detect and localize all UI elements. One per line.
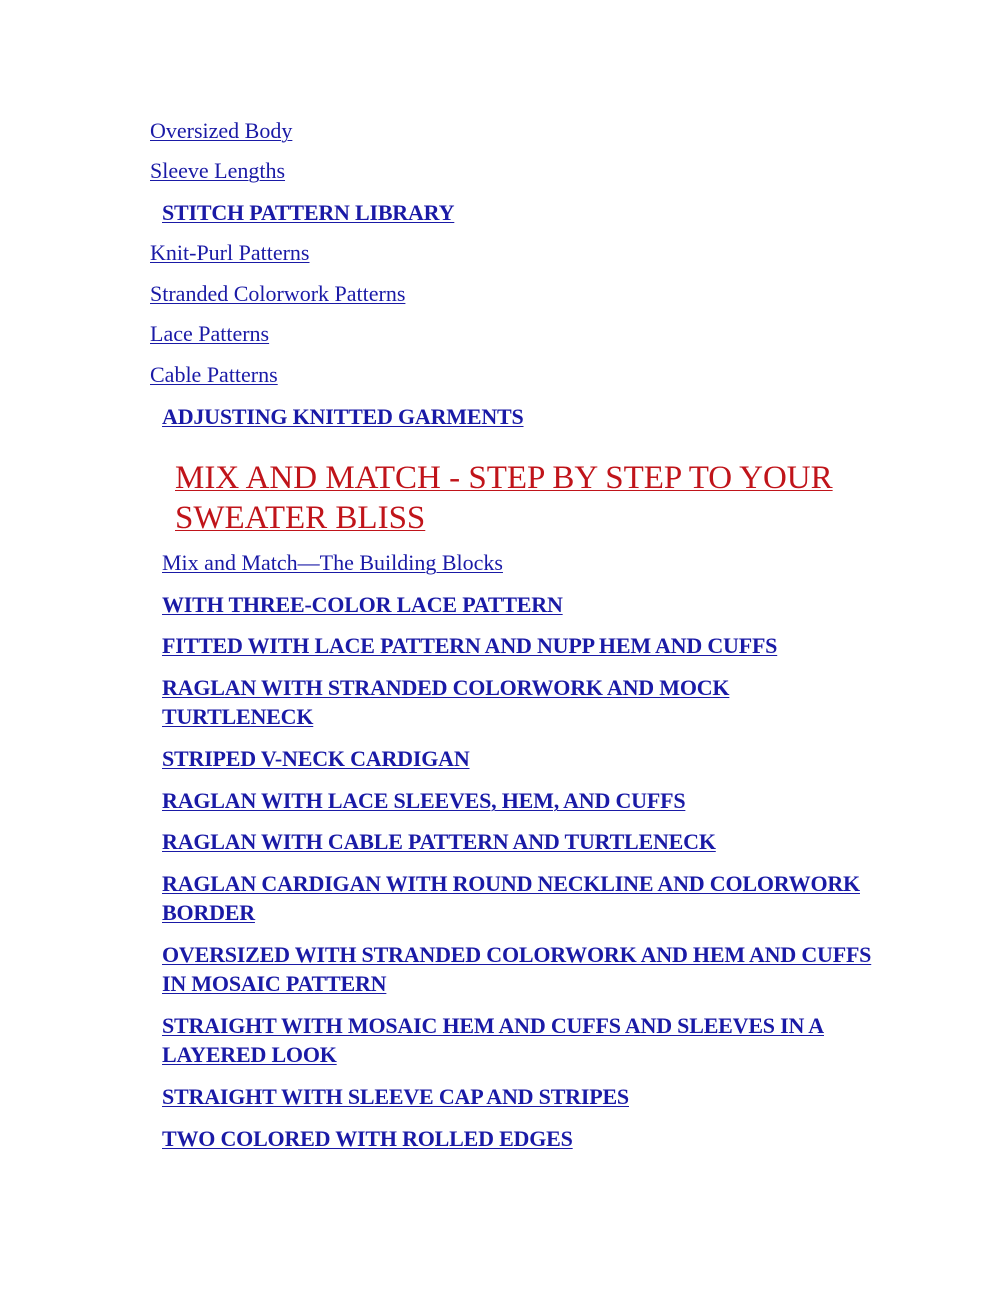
toc-item-two-colored-rolled [162,1124,882,1153]
toc-item-three-color-lace [162,590,882,619]
toc-item-raglan-cardigan-round [162,869,882,927]
toc-link[interactable]: WITH THREE-COLOR LACE PATTERN [162,592,563,617]
toc-link[interactable]: Cable Patterns [150,362,278,387]
toc-item-raglan-cable-turtleneck [162,827,882,856]
toc-link[interactable]: RAGLAN WITH STRANDED COLORWORK AND MOCK TURTLENECK [162,675,730,729]
toc-item-adjusting-knitted-garments [162,402,882,431]
toc-link[interactable]: FITTED WITH LACE PATTERN AND NUPP HEM AND CUFFS [162,633,778,658]
toc-item-sleeve-lengths [150,156,285,185]
toc-item-straight-mosaic-layered [162,1011,882,1069]
toc-item-oversized-colorwork-mosaic [162,940,882,998]
toc-item-oversized-body [150,116,292,145]
toc-item-fitted-lace-nupp [162,631,882,660]
toc-chapter-title [175,458,895,538]
toc-item-lace-patterns [150,319,269,348]
toc-link[interactable]: Lace Patterns [150,321,270,346]
toc-link[interactable]: STITCH PATTERN LIBRARY [162,200,455,225]
toc-link[interactable]: Oversized Body [150,118,293,143]
toc-item-stranded-colorwork-patterns [150,279,405,308]
toc-link[interactable]: RAGLAN CARDIGAN WITH ROUND NECKLINE AND COLORWORK BORDER [162,871,860,925]
toc-item-striped-v-neck [162,744,882,773]
toc-link[interactable]: STRAIGHT WITH SLEEVE CAP AND STRIPES [162,1084,629,1109]
toc-item-raglan-colorwork-turtleneck [162,673,882,731]
toc-link[interactable]: Sleeve Lengths [150,158,286,183]
toc-link[interactable]: RAGLAN WITH CABLE PATTERN AND TURTLENECK [162,829,716,854]
toc-link[interactable]: ADJUSTING KNITTED GARMENTS [162,404,524,429]
toc-link[interactable]: RAGLAN WITH LACE SLEEVES, HEM, AND CUFFS [162,788,686,813]
toc-item-stitch-pattern-library [162,198,882,227]
toc-link[interactable]: Stranded Colorwork Patterns [150,281,406,306]
toc-item-straight-sleeve-cap [162,1082,882,1111]
toc-item-knit-purl-patterns [150,238,310,267]
toc-link[interactable]: OVERSIZED WITH STRANDED COLORWORK AND HEM AND CUFFS IN MOSAIC PATTERN [162,942,872,996]
chapter-link[interactable]: MIX AND MATCH - STEP BY STEP TO YOUR SWEATER BLISS [175,460,833,536]
toc-link[interactable]: TWO COLORED WITH ROLLED EDGES [162,1126,573,1151]
toc-link[interactable]: STRIPED V-NECK CARDIGAN [162,746,470,771]
toc-link[interactable]: STRAIGHT WITH MOSAIC HEM AND CUFFS AND SLEEVES IN A LAYERED LOOK [162,1013,824,1067]
toc-item-raglan-lace-sleeves [162,786,882,815]
toc-item-building-blocks [162,548,503,577]
toc-link[interactable]: Knit-Purl Patterns [150,240,310,265]
toc-item-cable-patterns [150,360,278,389]
toc-link[interactable]: Mix and Match—The Building Blocks [162,550,503,575]
